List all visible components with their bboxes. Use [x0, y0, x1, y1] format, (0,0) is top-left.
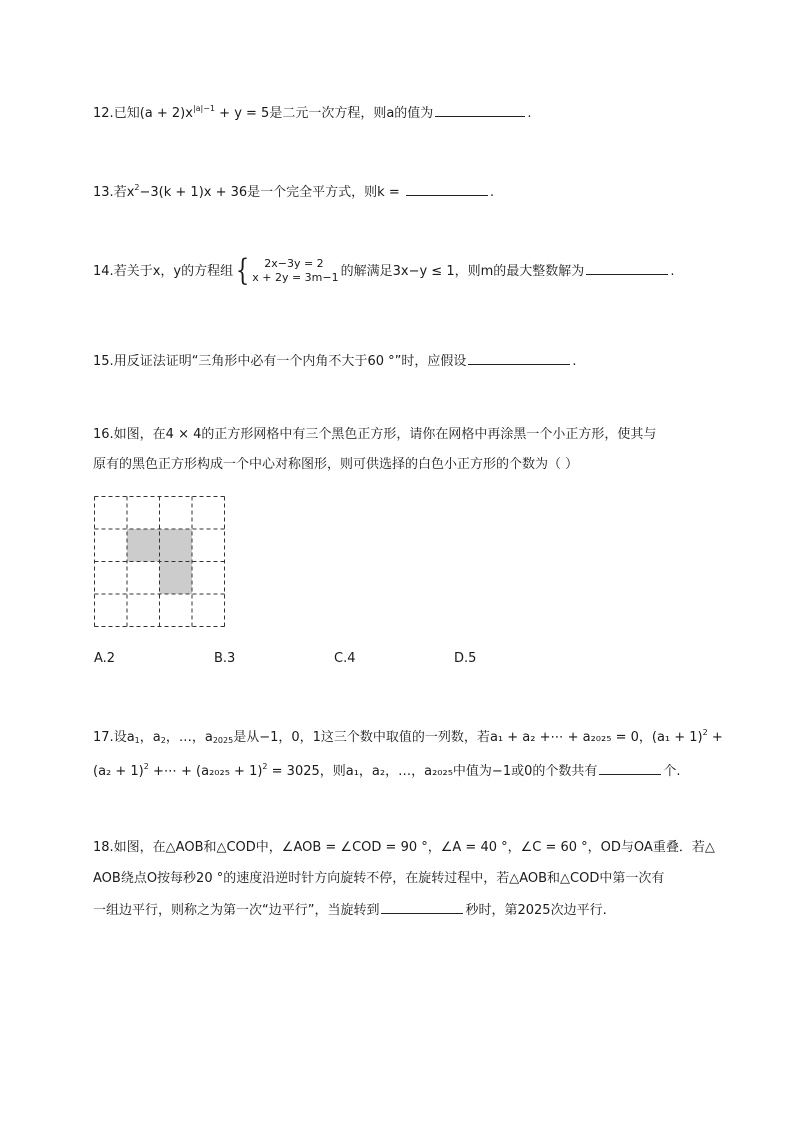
q13-x: x	[126, 185, 135, 200]
q12-text2: 是二元一次方程，则	[269, 106, 387, 121]
q15-answer-blank[interactable]	[468, 350, 570, 365]
q14-equation-system	[233, 253, 339, 288]
q14-eq2: x + 2y = 3m−1	[252, 271, 339, 284]
question-18-line1: 18.如图，在△AOB和△COD中，∠AOB = ∠COD = 90 °，∠A = 40 °，∠C = 60 °，OD与OA重叠．若△	[93, 840, 715, 855]
q15-degree: 60 °	[367, 354, 395, 369]
q13-text2: 是一个完全平方式，则	[247, 185, 378, 200]
q15-text2: ”时，应假设	[394, 354, 467, 369]
q12-exponent: |a|−1	[192, 104, 216, 113]
q13-expr: −3(k + 1)x + 36	[139, 185, 248, 200]
q13-end: .	[489, 185, 494, 200]
grid-figure	[94, 496, 225, 627]
q12-number: 12.	[93, 106, 114, 121]
q14-y: y	[173, 263, 182, 279]
q14-m: m	[480, 263, 494, 279]
option-a[interactable]: A.2	[94, 651, 116, 666]
q17-line2-d: 个.	[663, 764, 681, 779]
q17-subn: 2025	[212, 736, 234, 745]
question-18-line3	[93, 899, 607, 921]
q14-text5: 的最大整数解为	[493, 263, 585, 279]
q17-square-2: 2	[143, 762, 149, 771]
q15-text: 用反证法证明“三角形中必有一个内角不大于	[113, 354, 368, 369]
q17-text: 设	[113, 730, 127, 745]
q13-k: k =	[377, 185, 404, 200]
q14-eq1: 2x−3y = 2	[264, 257, 324, 270]
q17-line2-c: = 3025，则a₁，a₂，…，a₂₀₂₅中值为−1或0的个数共有	[267, 764, 598, 779]
q12-expr2: + y = 5	[215, 106, 270, 121]
question-12	[93, 102, 531, 124]
q13-answer-blank[interactable]	[406, 181, 488, 196]
q17-line2-b: +⋯ + (a₂₀₂₅ + 1)	[148, 764, 263, 779]
q17-sub1: 1	[134, 736, 140, 745]
option-c[interactable]: C.4	[334, 651, 356, 666]
q12-var: a	[386, 106, 395, 121]
shaded-cell-2	[160, 529, 193, 562]
q17-number: 17.	[93, 730, 114, 745]
question-18-line2: AOB绕点O按每秒20 °的速度沿逆时针方向旋转不停，在旋转过程中，若△AOB和△COD中第一次有	[93, 871, 665, 886]
q14-text: 若关于	[113, 263, 153, 279]
q14-end: .	[670, 263, 675, 279]
q14-text2: 的方程组	[181, 263, 234, 279]
q14-answer-blank[interactable]	[586, 260, 668, 275]
q17-answer-blank[interactable]	[599, 760, 661, 775]
q18-answer-blank[interactable]	[381, 899, 463, 914]
q12-text3: 的值为	[394, 106, 434, 121]
q13-number: 13.	[93, 185, 114, 200]
q17-square-3: 2	[262, 762, 268, 771]
shaded-cell-1	[127, 529, 160, 562]
q17-text3: 这三个数中取值的一列数，若	[320, 730, 490, 745]
q14-x: x	[152, 263, 161, 279]
q14-inequality: 3x−y ≤ 1	[392, 263, 455, 279]
question-16-line2: 原有的黑色正方形构成一个中心对称图形，则可供选择的白色小正方形的个数为（ ）	[93, 457, 579, 472]
q17-plus: +	[707, 730, 723, 745]
q18-line3-b: 秒时，第2025次边平行.	[465, 903, 607, 918]
question-15	[93, 350, 577, 372]
question-13	[93, 181, 494, 203]
q17-values: −1，0，1	[259, 730, 321, 745]
q17-line2-a: (a₂ + 1)	[93, 764, 144, 779]
q12-expr: (a + 2)x	[139, 106, 193, 121]
q14-comma: ，	[160, 263, 174, 279]
q14-text3: 的解满足	[340, 263, 393, 279]
question-17-line2	[93, 760, 681, 782]
q12-end: .	[527, 106, 532, 121]
q17-a1: a	[126, 730, 135, 745]
question-17-line1	[93, 728, 723, 748]
option-d[interactable]: D.5	[454, 651, 477, 666]
q17-square: 2	[702, 728, 708, 737]
grid-svg	[94, 496, 225, 627]
q17-text2: 是从	[233, 730, 260, 745]
q17-a2: a	[152, 730, 161, 745]
q17-comma: ，	[139, 730, 153, 745]
question-16-line1: 16.如图，在4 × 4的正方形网格中有三个黑色正方形，请你在网格中再涂黑一个小正方形，使其与	[93, 427, 657, 442]
q13-text: 若	[113, 185, 127, 200]
q17-an: a	[204, 730, 213, 745]
q17-sum: a₁ + a₂ +⋯ + a₂₀₂₅ = 0，(a₁ + 1)	[489, 730, 703, 745]
q13-square: 2	[134, 183, 140, 192]
q14-brace: {	[236, 253, 250, 288]
q12-answer-blank[interactable]	[435, 102, 525, 117]
q18-line3-a: 一组边平行，则称之为第一次“边平行”，当旋转到	[93, 903, 380, 918]
option-b[interactable]: B.3	[214, 651, 236, 666]
q17-dots: ，…，	[165, 730, 205, 745]
q15-number: 15.	[93, 354, 114, 369]
shaded-cell-3	[160, 562, 193, 595]
q14-number: 14.	[93, 263, 114, 279]
q12-text: 已知	[113, 106, 140, 121]
grid-lines	[95, 497, 225, 627]
q17-sub2: 2	[160, 736, 166, 745]
q14-text4: ，则	[454, 263, 481, 279]
question-14	[93, 253, 675, 288]
q15-end: .	[572, 354, 577, 369]
